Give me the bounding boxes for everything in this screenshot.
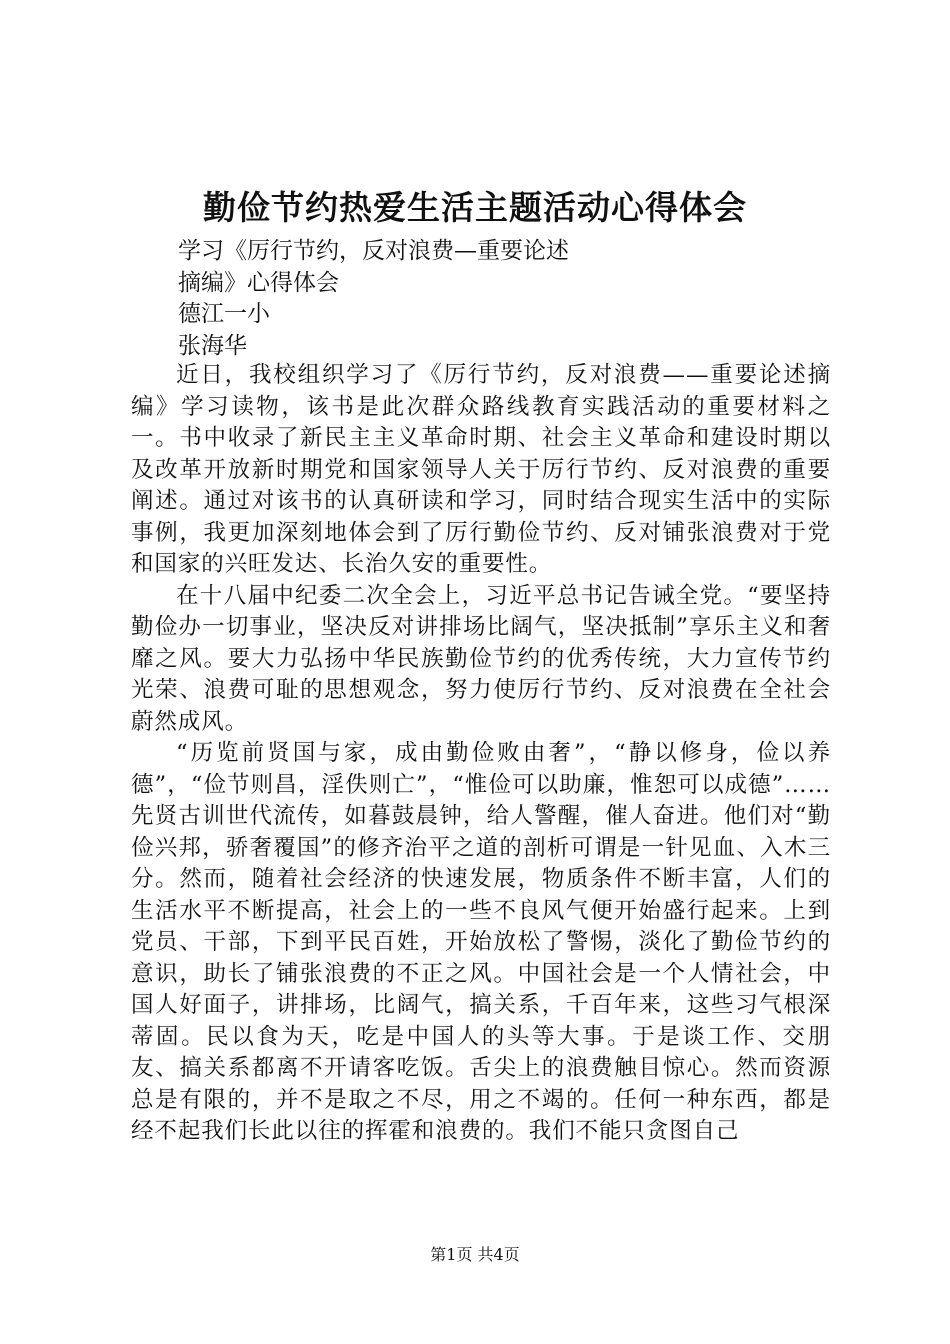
paragraph-1: 近日，我校组织学习了《厉行节约，反对浪费——重要论述摘编》学习读物，该书是此次群众路线教育实践活动的重要材料之一。书中收录了新民主主义革命时期、社会主义革命和建设时期以及改革开放新时期党和国家领导人关于厉行节约、反对浪费的重要阐述。通过对该书的认真研读和学习，同时结合现实生活中的实际事例，我更加深刻地体会到了厉行勤俭节约、反对铺张浪费对于党和国家的兴旺发达、长治久安的重要性。 [131, 362, 831, 577]
page-number-footer: 第1页 共4页 [430, 1245, 520, 1264]
subtitle-line-2: 摘编》心得体会 [178, 269, 339, 296]
paragraph-3: “历览前贤国与家，成由勤俭败由奢”，“静以修身，俭以养德”，“俭节则昌，淫佚则亡”，“惟俭可以助廉，惟恕可以成德”……先贤古训世代流传，如暮鼓晨钟，给人警醒，催人奋进。他们对“勤俭兴邦，骄奢覆国”的修齐治平之道的剖析可谓是一针见血、入木三分。然而，随着社会经济的快速发展，物质条件不断丰富，人们的生活水平不断提高，社会上的一些不良风气便开始盛行起来。上到党员、干部，下到平民百姓，开始放松了警惕，淡化了勤俭节约的意识，助长了铺张浪费的不正之风。中国社会是一个人情社会，中国人好面子，讲排场，比阔气，搞关系，千百年来，这些习气根深蒂固。民以食为天，吃是中国人的头等大事。于是谈工作、交朋友、搞关系都离不开请客吃饭。舌尖上的浪费触目惊心。然而资源总是有限的，并不是取之不尽，用之不竭的。任何一种东西，都是经不起我们长此以往的挥霍和浪费的。我们不能只贪图自己 [131, 740, 831, 1144]
author-name: 张海华 [178, 332, 247, 359]
paragraph-2: 在十八届中纪委二次全会上，习近平总书记告诫全党。“要坚持勤俭办一切事业，坚决反对讲排场比阔气，坚决抵制”享乐主义和奢靡之风。要大力弘扬中华民族勤俭节约的优秀传统，大力宣传节约光荣、浪费可耻的思想观念，努力使厉行节约、反对浪费在全社会蔚然成风。 [131, 582, 831, 735]
subtitle-line-1: 学习《厉行节约，反对浪费—重要论述 [178, 238, 569, 264]
document-body [131, 360, 831, 1148]
document-meta [178, 236, 858, 362]
document-title: 勤俭节约热爱生活主题活动心得体会 [203, 188, 747, 227]
school-name: 德江一小 [178, 301, 270, 327]
